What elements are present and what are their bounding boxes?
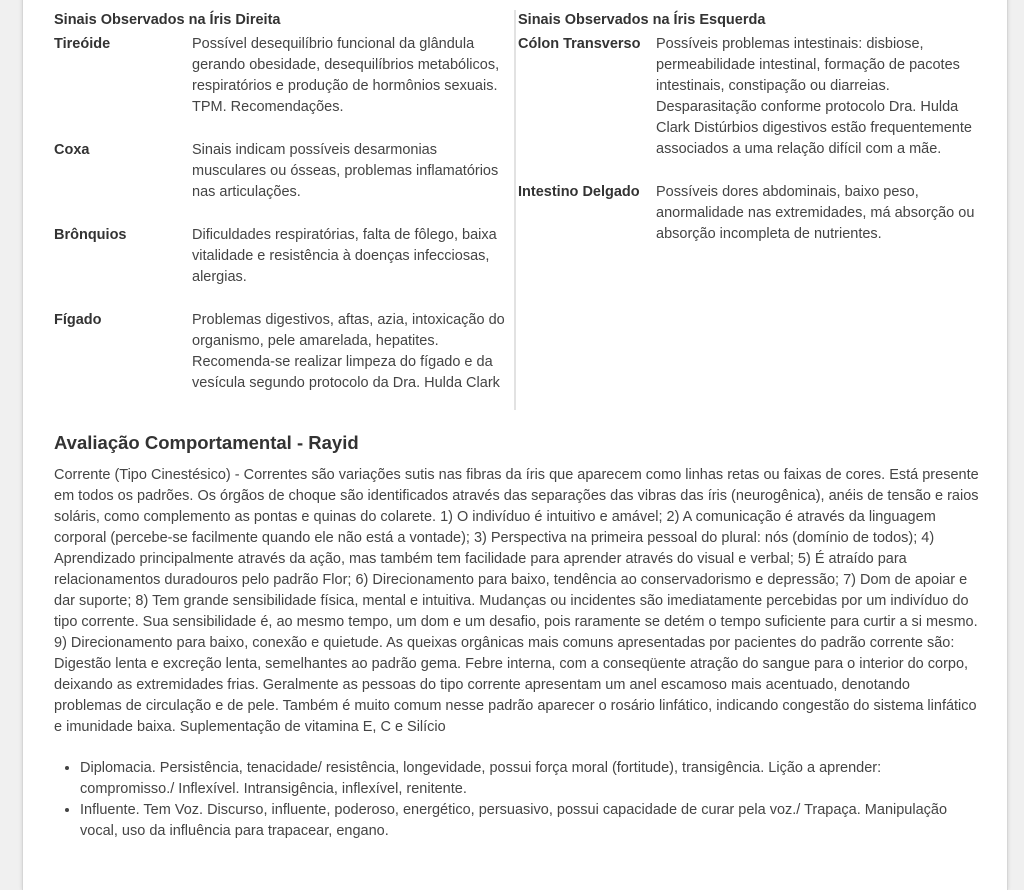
sign-row-figado — [54, 310, 508, 394]
organ-description: Problemas digestivos, aftas, azia, intoxicação do organismo, pele amarelada, hepatites. Recomenda-se realizar limpeza do fígado e da vesícula segundo protocolo da Dra. Hulda Clark — [192, 312, 505, 391]
rayid-section — [54, 430, 979, 842]
organ-description: Dificuldades respiratórias, falta de fôlego, baixa vitalidade e resistência à doenças infecciosas, alergias. — [192, 227, 497, 285]
right-iris-signs — [54, 10, 516, 410]
sign-row-coxa — [54, 140, 508, 203]
organ-name: Cólon Transverso — [518, 36, 641, 52]
trait-list — [54, 758, 979, 842]
organ-description: Possíveis problemas intestinais: disbiose, permeabilidade intestinal, formação de pacotes intestinais, constipação ou diarreias. Desparasitação conforme protocolo Dra. Hulda Clark Distúrbios digestivos estão frequentemente associados a uma relação difícil com a mãe. — [656, 36, 972, 157]
sign-row-intestino-delgado — [518, 182, 984, 245]
left-iris-heading: Sinais Observados na Íris Esquerda — [518, 12, 766, 28]
rayid-description: Corrente (Tipo Cinestésico) - Correntes são variações sutis nas fibras da íris que aparecem como linhas retas ou faixas de cores. Está presente em todos os padrões. Os órgãos de choque são identificados através das separações das vibras das íris (neurogênica), anéis de tensão e raios soláris, como complemento as pontas e quinas do colarete. 1) O indivíduo é intuitivo e amável; 2) A comunicação é através da linguagem corporal (percebe-se facilmente quando ele não está a vontade); 3) Perspectiva na primeira pessoal do plural: nós (domínio de todos); 4) Aprendizado principalmente através da ação, mas também tem facilidade para aprender através do visual e verbal; 5) É atraído para relacionamentos duradouros pelo padrão Flor; 6) Direcionamento para baixo, tendência ao conservadorismo e depressão; 7) Dom de apoiar e dar suporte; 8) Tem grande sensibilidade física, mental e intuitiva. Mudanças ou incidentes são imediatamente percebidas por um indivíduo do tipo corrente. Sua sensibilidade é, ao mesmo tempo, um dom e um desafio, pois raramente se detém o tempo suficiente para curtir a si mesmo. 9) Direcionamento para baixo, conexão e quietude. As queixas orgânicas mais comuns apresentadas por pacientes do padrão corrente são: Digestão lenta e excreção lenta, semelhantes ao padrão gema. Febre interna, com a conseqüente atração do sangue para o interior do corpo, deixando as extremidades frias. Geralmente as pessoas do tipo corrente apresentam um anel escamoso mais acentuado, denotando problemas de circulação e de pele. Também é muito comum nesse padrão aparecer o rosário linfático, indicando congestão do sistema linfático e imunidade baixa. Suplementação de vitamina E, C e Silício — [54, 467, 979, 735]
trait-item: • Diplomacia. Persistência, tenacidade/ resistência, longevidade, possui força moral (fortitude), transigência. Lição a aprender: compromisso./ Inflexível. Intransigência, inflexível, renitente. — [80, 758, 979, 800]
organ-name: Fígado — [54, 312, 102, 328]
report-page — [22, 0, 1008, 890]
trait-item: • Influente. Tem Voz. Discurso, influente, poderoso, energético, persuasivo, possui capacidade de curar pela voz./ Trapaça. Manipulação vocal, uso da influência para trapacear, engano. — [80, 800, 979, 842]
rayid-title: Avaliação Comportamental - Rayid — [54, 432, 359, 453]
organ-name: Brônquios — [54, 227, 127, 243]
organ-description: Sinais indicam possíveis desarmonias musculares ou ósseas, problemas inflamatórios nas articulações. — [192, 142, 499, 200]
organ-name: Coxa — [54, 142, 90, 158]
organ-name: Tireóide — [54, 36, 111, 52]
left-iris-signs — [516, 10, 984, 410]
organ-description: Possíveis dores abdominais, baixo peso, anormalidade nas extremidades, má absorção ou absorção incompleta de nutrientes. — [656, 184, 975, 242]
right-iris-heading: Sinais Observados na Íris Direita — [54, 12, 281, 28]
sign-row-colon-transverso — [518, 34, 984, 160]
organ-name: Intestino Delgado — [518, 184, 640, 200]
sign-row-bronquios — [54, 225, 508, 288]
iris-signs-grid — [54, 10, 984, 410]
organ-description: Possível desequilíbrio funcional da glândula gerando obesidade, desequilíbrios metabólicos, respiratórios e produção de hormônios sexuais. TPM. Recomendações. — [192, 36, 500, 115]
sign-row-tireoide — [54, 34, 508, 118]
